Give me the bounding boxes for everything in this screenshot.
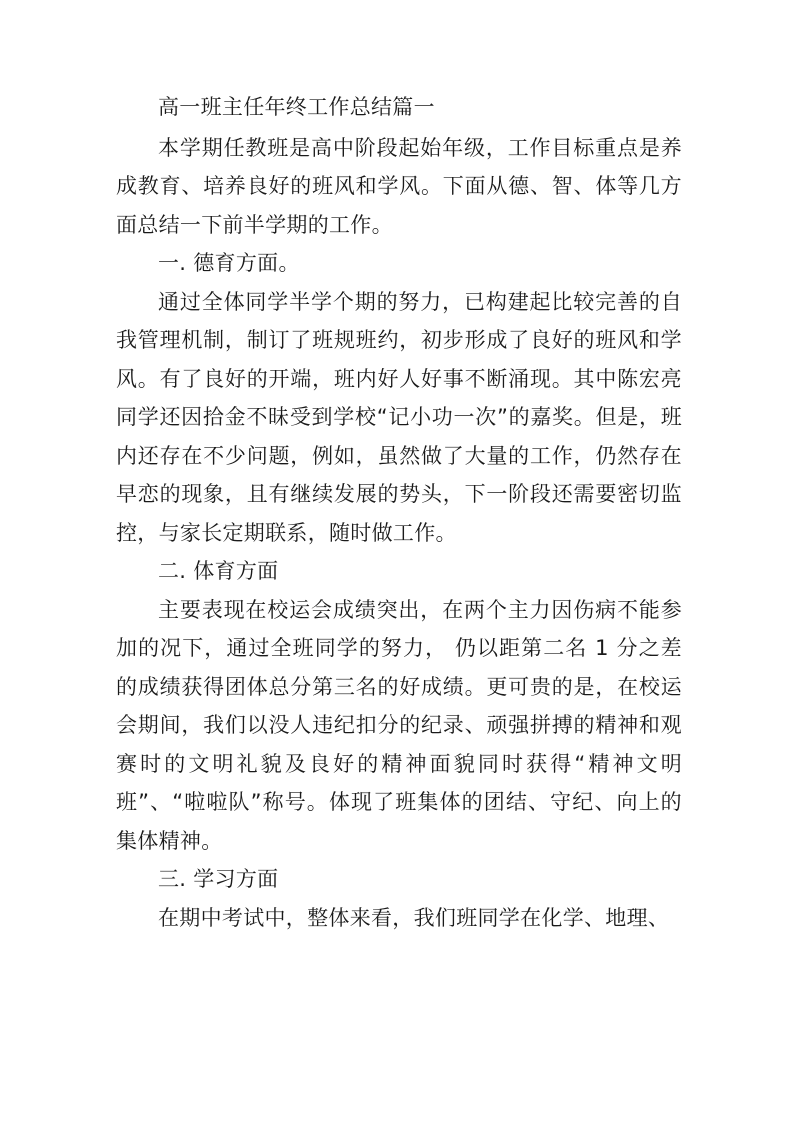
intro-paragraph: 本学期任教班是高中阶段起始年级，工作目标重点是养成教育、培养良好的班风和学风。下面从德、智、体等几方面总结一下前半学期的工作。 (116, 135, 682, 237)
section-heading-study: 三. 学习方面 (158, 867, 279, 891)
document-body (116, 88, 682, 937)
section-heading-physical-education: 二. 体育方面 (158, 559, 279, 583)
physical-education-paragraph: 主要表现在校运会成绩突出，在两个主力因伤病不能参加的况下，通过全班同学的努力， 仍以距第二名 1 分之差的成绩获得团体总分第三名的好成绩。更可贵的是，在校运会期间，我们以没人违纪扣分的纪录、顽强拼搏的精神和观赛时的文明礼貌及良好的精神面貌同时获得“精神文明班”、“啦啦队”称号。体现了班集体的团结、守纪、向上的集体精神。 (116, 597, 682, 853)
moral-education-paragraph: 通过全体同学半学个期的努力，已构建起比较完善的自我管理机制，制订了班规班约，初步形成了良好的班风和学风。有了良好的开端，班内好人好事不断涌现。其中陈宏亮同学还因拾金不昧受到学校“记小功一次”的嘉奖。但是，班内还存在不少问题，例如，虽然做了大量的工作，仍然存在早恋的现象，且有继续发展的势头，下一阶段还需要密切监控，与家长定期联系，随时做工作。 (116, 289, 682, 545)
document-title: 高一班主任年终工作总结篇一 (158, 95, 435, 119)
study-paragraph: 在期中考试中，整体来看，我们班同学在化学、地理、 (158, 905, 670, 930)
section-heading-moral-education: 一. 德育方面。 (158, 251, 300, 275)
